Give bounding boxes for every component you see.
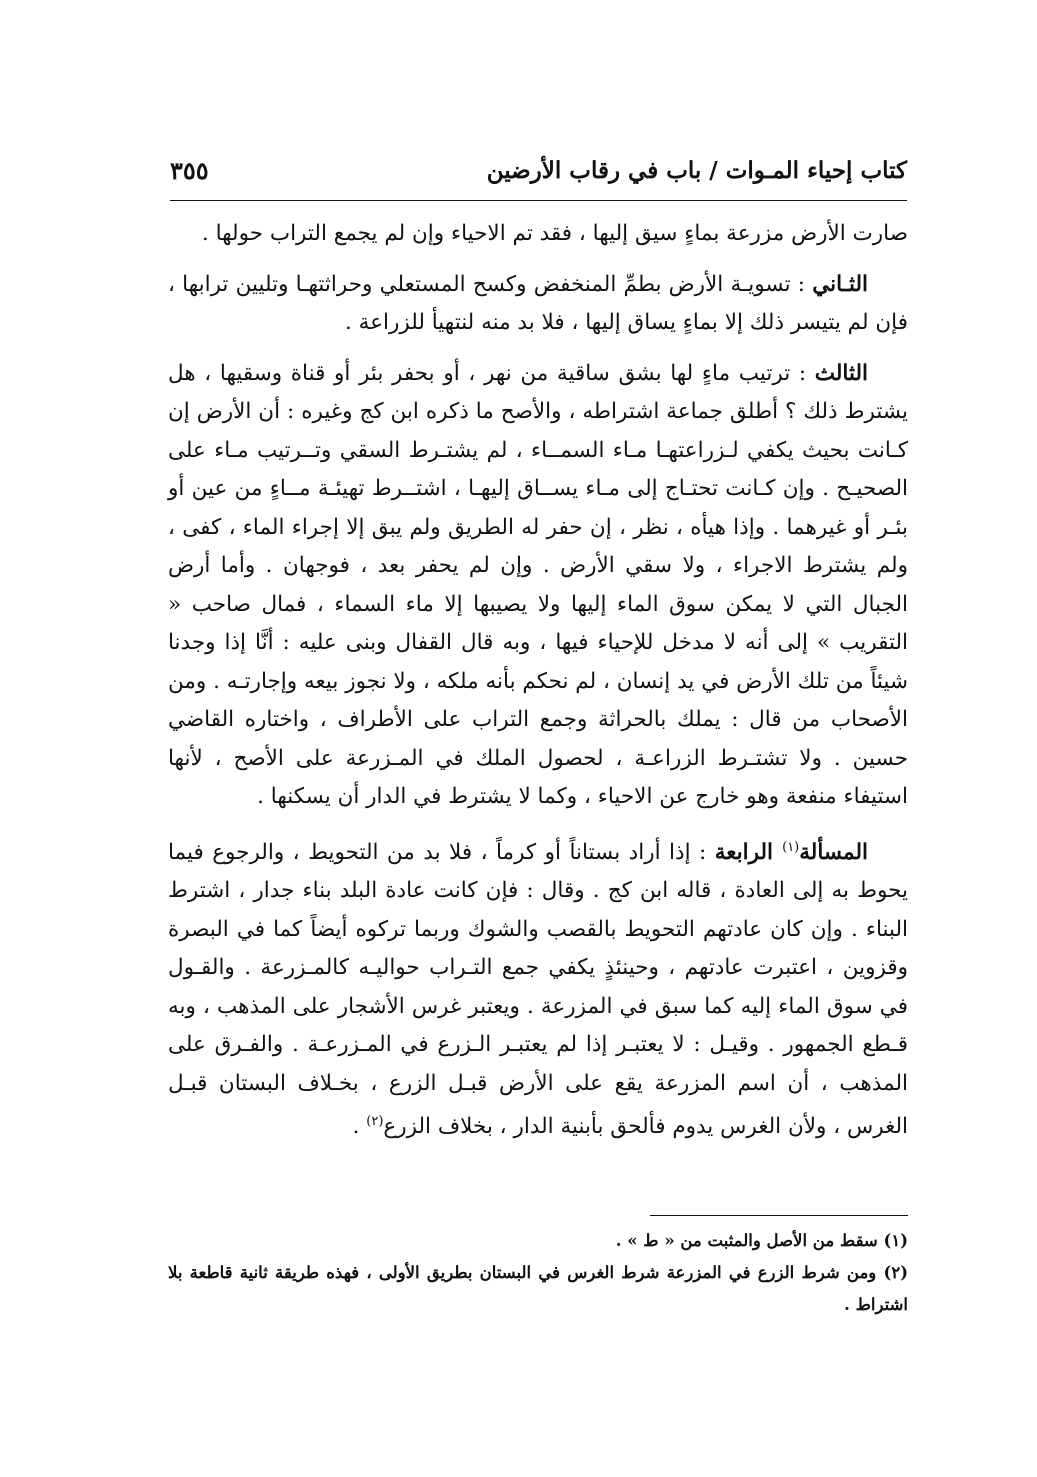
- paragraph-4-end: .: [352, 1114, 367, 1140]
- footnote-2: (٢) ومن شرط الزرع في المزرعة شرط الغرس في البستان بطريق الأولى ، فهذه طريقة ثانية قاطعة بلا اشتراط .: [168, 1263, 908, 1314]
- footnote-ref-1: (١): [782, 839, 800, 855]
- paragraph-4-text: : إذا أراد بستاناً أو كرماً ، فلا بد من التحويط ، والرجوع فيما يحوط به إلى العادة ، قاله ابن كج . وقال : فإن كانت عادة البلد بناء جدار ، اشترط البناء . وإن كان عادتهم التحويط بالقصب والشوك وربما تركوه أيضاً كما في البصرة وقزوين ، اعتبرت عادتهم ، وحينئذٍ يكفي جمع التـراب حواليـه كالمـزرعة . والقـول في سوق الماء إليه كما سبق في المزرعة . ويعتبر غرس الأشجار على المذهب ، وبه قـطع الجمهور . وقيـل : لا يعتبـر إذا لم يعتبـر الـزرع في المـزرعـة . والفـرق على المذهب ، أن اسم المزرعة يقع على الأرض قبـل الزرع ، بخـلاف البستان قبـل الغرس ، ولأن الغرس يدوم فألحق بأبنية الدار ، بخلاف الزرع: [168, 839, 908, 1140]
- page-number: ٣٥٥: [170, 155, 209, 185]
- paragraph-2-text: : تسويـة الأرض بطمِّ المنخفض وكسح المستعلي وحراثتهـا وتليين ترابها ، فإن لم يتيسر ذلك إلا بماءٍ يساق إليها ، فلا بد منه لنتهيأ للزراعة .: [168, 271, 908, 335]
- running-title: كتاب إحياء المـوات / باب في رقاب الأرضين: [486, 156, 907, 184]
- page-header: [170, 140, 907, 201]
- footnotes: [168, 1225, 908, 1321]
- heading-third: الثالث: [814, 360, 868, 386]
- footnote-divider: [650, 1215, 908, 1216]
- main-text: [168, 215, 908, 1159]
- paragraph-second: [168, 266, 908, 343]
- paragraph-3-text: : ترتيب ماءٍ لها بشق ساقية من نهر ، أو بحفر بئر أو قناة وسقيها ، هل يشترط ذلك ؟ أطلق جماعة اشتراطه ، والأصح ما ذكره ابن كج وغيره : أن الأرض إن كـانت بحيث يكفي لـزراعتهـا مـاء السمــاء ، لم يشتـرط السقي وتــرتيب مـاء على الصحيـح . وإن كـانت تحتـاج إلى مـاء يســاق إليهـا ، اشتــرط تهيئـة مــاءٍ من عين أو بئـر أو غيرهما . وإذا هيأه ، نظر ، إن حفر له الطريق ولم يبق إلا إجراء الماء ، كفى ، ولم يشترط الاجراء ، ولا سقي الأرض . وإن لم يحفر بعد ، فوجهان . وأما أرض الجبال التي لا يمكن سوق الماء إليها ولا يصيبها إلا ماء السماء ، فمال صاحب « التقريب » إلى أنه لا مدخل للإحياء فيها ، وبه قال القفال وبنى عليه : أنَّا إذا وجدنا شيئاً من تلك الأرض في يد إنسان ، لم نحكم بأنه ملكه ، ولا نجوز بيعه وإجارتـه . ومن الأصحاب من قال : يملك بالحراثة وجمع التراب على الأطراف ، واختاره القاضي حسين . ولا تشتـرط الزراعـة ، لحصول الملك في المـزرعة على الأصح ، لأنها استيفاء منفعة وهو خارج عن الاحياء ، وكما لا يشترط في الدار أن يسكنها .: [168, 360, 908, 809]
- paragraph-fourth-issue: [168, 829, 908, 1147]
- heading-issue: المسألة: [799, 839, 869, 865]
- heading-fourth: الرابعة: [714, 839, 783, 865]
- paragraph-third: [168, 355, 908, 817]
- footnote-1: (١) سقط من الأصل والمثبت من « ط » .: [615, 1231, 908, 1250]
- footnote-ref-2: (٢): [366, 1114, 384, 1130]
- paragraph-continuation: [168, 215, 908, 254]
- heading-second: الثـاني: [812, 271, 868, 297]
- paragraph-1-text: صارت الأرض مزرعة بماءٍ سيق إليها ، فقد تم الاحياء وإن لم يجمع التراب حولها .: [201, 221, 908, 246]
